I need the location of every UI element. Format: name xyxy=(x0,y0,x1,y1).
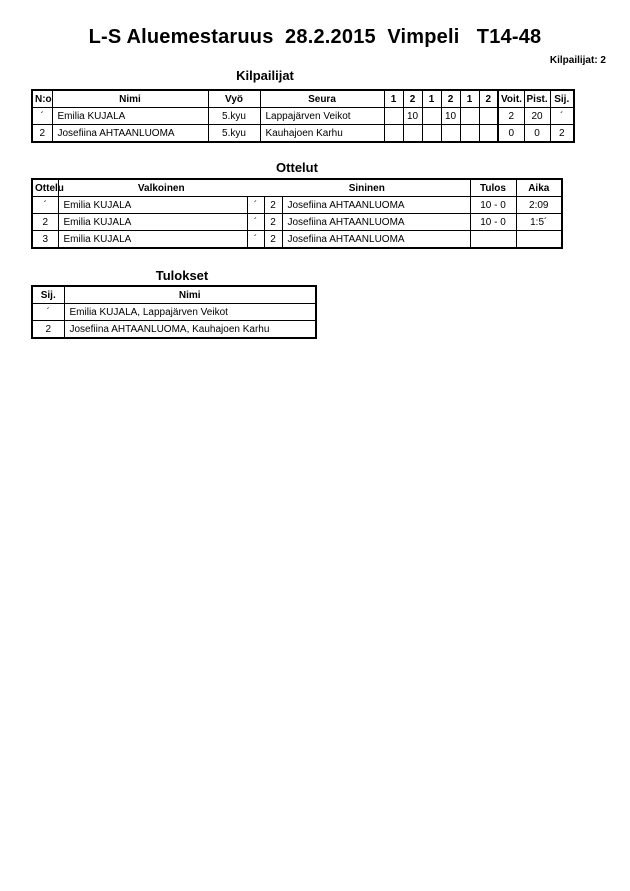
competitor-wins: 2 xyxy=(498,108,524,125)
table-row xyxy=(32,197,562,214)
white-competitor-no: ´ xyxy=(247,231,264,249)
col-header-round: 2 xyxy=(441,90,460,108)
competitor-place: ´ xyxy=(550,108,574,125)
round-score xyxy=(422,125,441,143)
competitor-place: 2 xyxy=(550,125,574,143)
competitors-header-row xyxy=(32,90,574,108)
round-score: 10 xyxy=(441,108,460,125)
blue-competitor-no: 2 xyxy=(264,231,282,249)
results-header-row xyxy=(32,286,316,304)
result-name: Emilia KUJALA, Lappajärven Veikot xyxy=(64,304,316,321)
match-no: 3 xyxy=(32,231,58,249)
competitor-points: 20 xyxy=(524,108,550,125)
white-competitor: Emilia KUJALA xyxy=(58,214,247,231)
competitors-count: Kilpailijat: 2 xyxy=(549,55,606,66)
match-result xyxy=(470,231,516,249)
col-header-round: 1 xyxy=(384,90,403,108)
col-header-time: Aika xyxy=(516,179,562,197)
col-header-blue: Sininen xyxy=(264,179,470,197)
col-header-place: Sij. xyxy=(32,286,64,304)
competitor-club: Kauhajoen Karhu xyxy=(260,125,384,143)
competitor-belt: 5.kyu xyxy=(208,125,260,143)
col-header-round: 2 xyxy=(479,90,498,108)
col-header-place: Sij. xyxy=(550,90,574,108)
result-name: Josefiina AHTAANLUOMA, Kauhajoen Karhu xyxy=(64,321,316,339)
col-header-round: 1 xyxy=(422,90,441,108)
table-row xyxy=(32,304,316,321)
matches-header-row xyxy=(32,179,562,197)
white-competitor: Emilia KUJALA xyxy=(58,197,247,214)
blue-competitor: Josefiina AHTAANLUOMA xyxy=(282,214,470,231)
results-table xyxy=(31,285,317,339)
match-time: 1:5´ xyxy=(516,214,562,231)
round-score xyxy=(384,108,403,125)
col-header-no: N:o xyxy=(32,90,52,108)
white-competitor-no: ´ xyxy=(247,214,264,231)
col-header-name: Nimi xyxy=(64,286,316,304)
col-header-round: 1 xyxy=(460,90,479,108)
col-header-match: Ottelu xyxy=(32,179,58,197)
competitor-points: 0 xyxy=(524,125,550,143)
competitor-club: Lappajärven Veikot xyxy=(260,108,384,125)
table-row xyxy=(32,214,562,231)
competitor-name: Emilia KUJALA xyxy=(52,108,208,125)
matches-table xyxy=(31,178,563,249)
match-no: ´ xyxy=(32,197,58,214)
col-header-points: Pist. xyxy=(524,90,550,108)
competitor-wins: 0 xyxy=(498,125,524,143)
competitor-no: ´ xyxy=(32,108,52,125)
round-score xyxy=(460,125,479,143)
match-result: 10 - 0 xyxy=(470,197,516,214)
round-score xyxy=(384,125,403,143)
blue-competitor: Josefiina AHTAANLUOMA xyxy=(282,231,470,249)
col-header-belt: Vyö xyxy=(208,90,260,108)
round-score xyxy=(441,125,460,143)
table-row xyxy=(32,108,574,125)
competitor-belt: 5.kyu xyxy=(208,108,260,125)
round-score xyxy=(403,125,422,143)
white-competitor-no: ´ xyxy=(247,197,264,214)
round-score xyxy=(479,125,498,143)
match-no: 2 xyxy=(32,214,58,231)
col-header-club: Seura xyxy=(260,90,384,108)
blue-competitor-no: 2 xyxy=(264,197,282,214)
round-score: 10 xyxy=(403,108,422,125)
col-header-round: 2 xyxy=(403,90,422,108)
round-score xyxy=(479,108,498,125)
round-score xyxy=(460,108,479,125)
col-header-result: Tulos xyxy=(470,179,516,197)
result-place: ´ xyxy=(32,304,64,321)
competitor-no: 2 xyxy=(32,125,52,143)
col-header-name: Nimi xyxy=(52,90,208,108)
page-title: L-S Aluemestaruus 28.2.2015 Vimpeli T14-48 xyxy=(88,26,542,48)
competitor-name: Josefiina AHTAANLUOMA xyxy=(52,125,208,143)
result-place: 2 xyxy=(32,321,64,339)
col-header-wins: Voit. xyxy=(498,90,524,108)
table-row xyxy=(32,231,562,249)
blue-competitor-no: 2 xyxy=(264,214,282,231)
competitors-table xyxy=(31,89,575,143)
round-score xyxy=(422,108,441,125)
table-row xyxy=(32,321,316,339)
table-row xyxy=(32,125,574,143)
match-result: 10 - 0 xyxy=(470,214,516,231)
col-header-white: Valkoinen xyxy=(58,179,264,197)
blue-competitor: Josefiina AHTAANLUOMA xyxy=(282,197,470,214)
matches-section-title: Ottelut xyxy=(276,160,318,175)
competitors-section-title: Kilpailijat xyxy=(236,68,294,83)
match-time xyxy=(516,231,562,249)
white-competitor: Emilia KUJALA xyxy=(58,231,247,249)
match-time: 2:09 xyxy=(516,197,562,214)
results-section-title: Tulokset xyxy=(155,268,209,283)
